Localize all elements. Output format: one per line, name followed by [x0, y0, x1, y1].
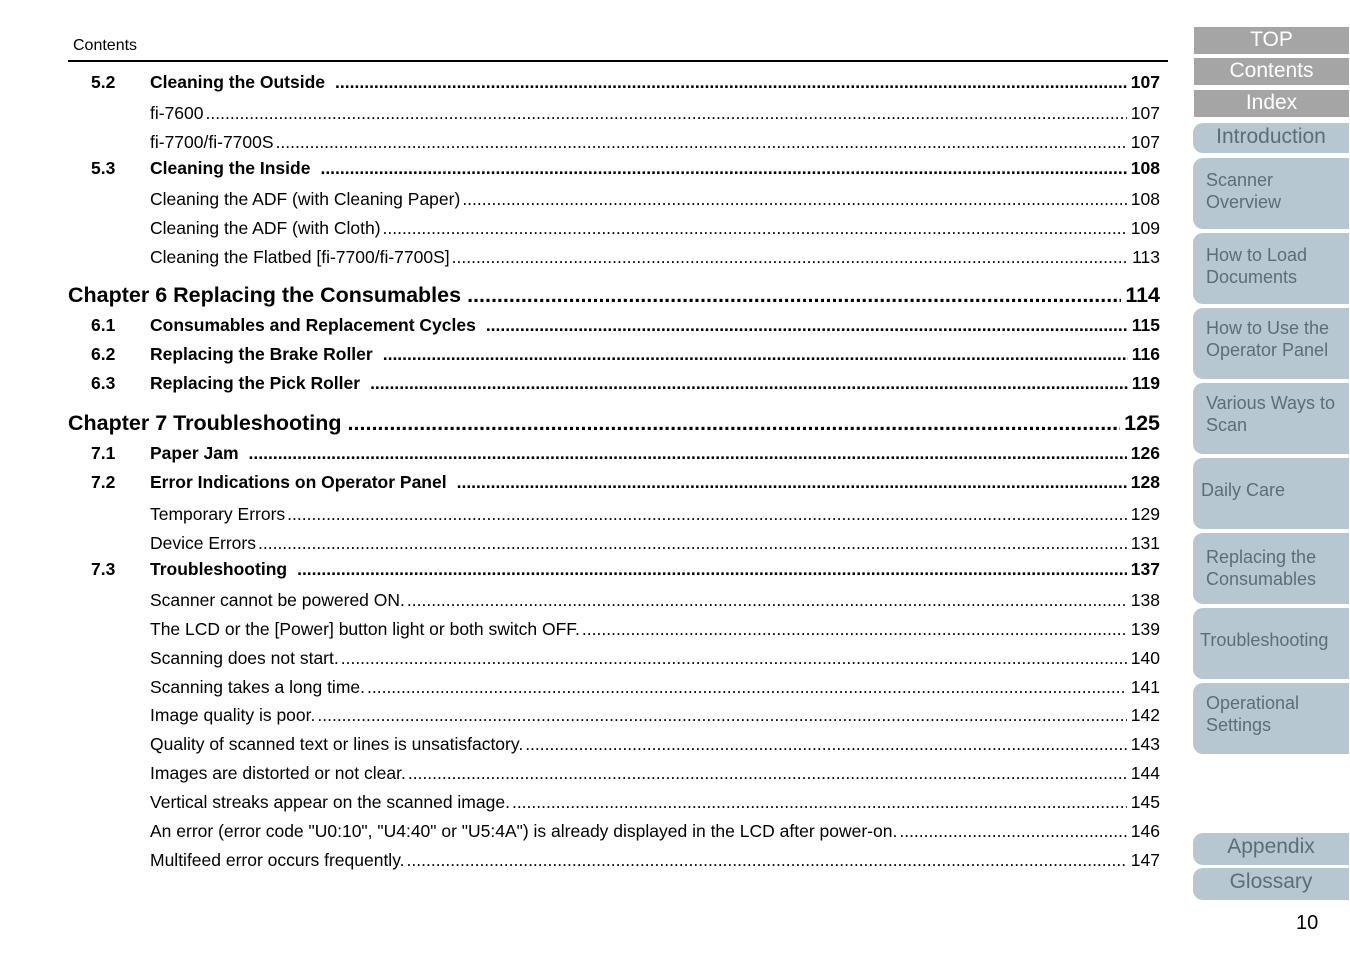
toc-dot-leader — [367, 677, 1127, 698]
toc-subsection-entry[interactable] — [0, 504, 1160, 528]
toc-dot-leader — [383, 344, 1128, 365]
toc-entry-title[interactable]: The LCD or the [Power] button light or both switch OFF. — [150, 619, 580, 639]
toc-entry-title[interactable]: Chapter 7 Troubleshooting — [68, 411, 342, 435]
toc-entry-page[interactable]: 109 — [1130, 218, 1160, 238]
toc-section-entry[interactable] — [0, 344, 1160, 368]
toc-entry-number: 7.1 — [91, 443, 116, 463]
toc-dot-leader — [276, 132, 1127, 153]
nav-tab-replacing-consumables[interactable]: Replacing the Consumables — [1193, 533, 1349, 604]
toc-subsection-entry[interactable] — [0, 103, 1160, 127]
toc-dot-leader — [383, 218, 1127, 239]
toc-subsection-entry[interactable] — [0, 734, 1160, 758]
toc-entry-page[interactable]: 147 — [1130, 850, 1160, 870]
toc-entry-title[interactable]: Scanning takes a long time. — [150, 677, 365, 697]
toc-entry-title[interactable]: Quality of scanned text or lines is unsatisfactory. — [150, 734, 524, 754]
nav-tab-how-to-load[interactable]: How to Load Documents — [1193, 233, 1349, 304]
toc-dot-leader — [317, 705, 1126, 726]
toc-entry-page[interactable]: 139 — [1130, 619, 1160, 639]
toc-subsection-entry[interactable] — [0, 821, 1160, 845]
toc-entry-title[interactable]: Multifeed error occurs frequently. — [150, 850, 405, 870]
nav-tab-appendix[interactable]: Appendix — [1193, 833, 1349, 865]
toc-entry-title[interactable]: Replacing the Brake Roller — [150, 344, 373, 364]
toc-entry-page[interactable]: 108 — [1130, 158, 1160, 178]
toc-section-entry[interactable] — [0, 559, 1160, 583]
toc-entry-title[interactable]: fi-7600 — [150, 103, 204, 123]
toc-entry-page[interactable]: 146 — [1130, 821, 1160, 841]
nav-tab-operator-panel[interactable]: How to Use the Operator Panel — [1193, 308, 1349, 379]
toc-dot-leader — [320, 158, 1126, 179]
toc-section-entry[interactable] — [0, 443, 1160, 467]
toc-section-entry[interactable] — [0, 472, 1160, 496]
toc-dot-leader — [258, 533, 1127, 554]
toc-entry-page[interactable]: 108 — [1130, 189, 1160, 209]
toc-entry-title[interactable]: Paper Jam — [150, 443, 239, 463]
toc-entry-title[interactable]: fi-7700/fi-7700S — [150, 132, 274, 152]
toc-dot-leader — [899, 821, 1126, 842]
nav-index-button[interactable]: Index — [1194, 90, 1349, 117]
toc-entry-title[interactable]: Scanner cannot be powered ON. — [150, 590, 405, 610]
toc-subsection-entry[interactable] — [0, 705, 1160, 729]
toc-subsection-entry[interactable] — [0, 189, 1160, 213]
header-section-title: Contents — [73, 37, 138, 54]
toc-subsection-entry[interactable] — [0, 648, 1160, 672]
toc-entry-title[interactable]: Images are distorted or not clear. — [150, 763, 406, 783]
toc-entry-number: 5.2 — [91, 72, 116, 92]
toc-dot-leader — [486, 315, 1128, 336]
toc-subsection-entry[interactable] — [0, 247, 1160, 271]
toc-subsection-entry[interactable] — [0, 533, 1160, 557]
nav-tab-scanner-overview[interactable]: Scanner Overview — [1193, 158, 1349, 229]
toc-dot-leader — [457, 472, 1127, 493]
toc-subsection-entry[interactable] — [0, 218, 1160, 242]
nav-tab-various-ways[interactable]: Various Ways to Scan — [1193, 383, 1349, 454]
toc-entry-page[interactable]: 137 — [1130, 559, 1160, 579]
nav-tab-troubleshooting[interactable]: Troubleshooting — [1193, 608, 1349, 679]
toc-section-entry[interactable] — [0, 72, 1160, 96]
toc-entry-page[interactable]: 107 — [1130, 72, 1160, 92]
toc-entry-page[interactable]: 113 — [1132, 247, 1160, 267]
toc-section-entry[interactable] — [0, 315, 1160, 339]
toc-entry-title[interactable]: Replacing the Pick Roller — [150, 373, 361, 393]
nav-tab-operational-settings[interactable]: Operational Settings — [1193, 683, 1349, 754]
toc-subsection-entry[interactable] — [0, 677, 1160, 701]
toc-entry-page[interactable]: 140 — [1130, 648, 1160, 668]
toc-subsection-entry[interactable] — [0, 850, 1160, 874]
toc-entry-page[interactable]: 128 — [1130, 472, 1160, 492]
toc-dot-leader — [249, 443, 1127, 464]
nav-top-button[interactable]: TOP — [1194, 27, 1349, 54]
nav-tab-daily-care[interactable]: Daily Care — [1193, 458, 1349, 529]
toc-entry-title[interactable]: Chapter 6 Replacing the Consumables — [68, 283, 462, 307]
toc-dot-leader — [341, 648, 1127, 669]
toc-entry-title[interactable]: Vertical streaks appear on the scanned image. — [150, 792, 510, 812]
toc-entry-page[interactable]: 142 — [1130, 705, 1160, 725]
toc-subsection-entry[interactable] — [0, 792, 1160, 816]
toc-entry-number: 5.3 — [91, 158, 116, 178]
toc-entry-page[interactable]: 125 — [1124, 411, 1160, 435]
toc-dot-leader — [407, 590, 1127, 611]
toc-dot-leader — [512, 792, 1127, 813]
toc-dot-leader — [452, 247, 1128, 268]
toc-entry-page[interactable]: 119 — [1131, 373, 1160, 393]
toc-entry-page[interactable]: 144 — [1130, 763, 1160, 783]
toc-entry-page[interactable]: 141 — [1130, 677, 1160, 697]
toc-entry-title[interactable]: Device Errors — [150, 533, 256, 553]
toc-entry-number: 7.2 — [91, 472, 116, 492]
toc-entry-page[interactable]: 126 — [1130, 443, 1160, 463]
toc-entry-number: 6.2 — [91, 344, 116, 364]
nav-tab-introduction[interactable]: Introduction — [1193, 123, 1349, 153]
nav-contents-button[interactable]: Contents — [1194, 58, 1349, 85]
toc-entry-page[interactable]: 138 — [1130, 590, 1160, 610]
toc-dot-leader — [467, 283, 1121, 308]
toc-entry-title[interactable]: Cleaning the Outside — [150, 72, 326, 92]
toc-entry-title[interactable]: Cleaning the Flatbed [fi-7700/fi-7700S] — [150, 247, 450, 267]
toc-entry-title[interactable]: Cleaning the ADF (with Cleaning Paper) — [150, 189, 461, 209]
toc-subsection-entry[interactable] — [0, 763, 1160, 787]
toc-entry-page[interactable]: 143 — [1130, 734, 1160, 754]
toc-section-entry[interactable] — [0, 158, 1160, 182]
toc-entry-title[interactable]: Cleaning the Inside — [150, 158, 311, 178]
toc-dot-leader — [370, 373, 1128, 394]
toc-dot-leader — [335, 72, 1127, 93]
toc-entry-title[interactable]: Error Indications on Operator Panel — [150, 472, 447, 492]
toc-entry-title[interactable]: Scanning does not start. — [150, 648, 339, 668]
toc-dot-leader — [297, 559, 1127, 580]
toc-entry-page[interactable]: 131 — [1130, 533, 1160, 553]
toc-subsection-entry[interactable] — [0, 619, 1160, 643]
toc-entry-title[interactable]: Temporary Errors — [150, 504, 286, 524]
toc-entry-title[interactable]: Consumables and Replacement Cycles — [150, 315, 476, 335]
toc-dot-leader — [462, 189, 1126, 210]
toc-entry-number: 7.3 — [91, 559, 116, 579]
nav-tab-glossary[interactable]: Glossary — [1193, 868, 1349, 900]
toc-entry-page[interactable]: 145 — [1130, 792, 1160, 812]
toc-entry-title[interactable]: Troubleshooting — [150, 559, 288, 579]
toc-subsection-entry[interactable] — [0, 132, 1160, 156]
toc-subsection-entry[interactable] — [0, 590, 1160, 614]
toc-entry-page[interactable]: 129 — [1130, 504, 1160, 524]
header-rule — [68, 60, 1168, 62]
toc-entry-page[interactable]: 114 — [1125, 283, 1160, 307]
toc-dot-leader — [525, 734, 1127, 755]
toc-entry-title[interactable]: Image quality is poor. — [150, 705, 316, 725]
toc-entry-page[interactable]: 115 — [1131, 315, 1160, 335]
toc-entry-page[interactable]: 107 — [1130, 103, 1160, 123]
toc-dot-leader — [407, 850, 1127, 871]
page-number: 10 — [1296, 912, 1319, 934]
toc-entry-number: 6.1 — [91, 315, 116, 335]
toc-dot-leader — [206, 103, 1127, 124]
toc-chapter-entry[interactable] — [0, 283, 1160, 313]
toc-dot-leader — [287, 504, 1127, 525]
toc-entry-number: 6.3 — [91, 373, 116, 393]
toc-entry-title[interactable]: Cleaning the ADF (with Cloth) — [150, 218, 381, 238]
toc-dot-leader — [408, 763, 1127, 784]
toc-chapter-entry[interactable] — [0, 411, 1160, 441]
toc-entry-title[interactable]: An error (error code "U0:10", "U4:40" or "U5:4A") is already displayed in the LCD after power-on. — [150, 821, 898, 841]
toc-dot-leader — [582, 619, 1127, 640]
toc-section-entry[interactable] — [0, 373, 1160, 397]
toc-dot-leader — [348, 411, 1121, 436]
toc-entry-page[interactable]: 116 — [1131, 344, 1160, 364]
toc-entry-page[interactable]: 107 — [1130, 132, 1160, 152]
